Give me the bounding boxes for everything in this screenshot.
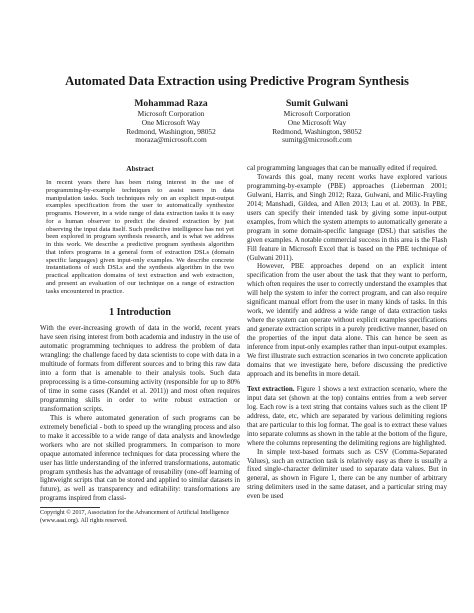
body-paragraph: However, PBE approaches depend on an explicit intent specification from the user about the task that they want to perform, which often requires the user to correctly understand the examples that will help the system to infer the correct program, and can also require significant manual effort from the user in many kinds of tasks. In this work, we identify and address a wide range of data extraction tasks where the system can operate without explicit examples specifications and generate extraction scripts in a purely predictive manner, based on the properties of the input data alone. This can hence be seen as inference from input-only examples rather than input-output examples. We first illustrate such extraction scenarios in two concrete application domains that we investigate here, before discussing the predictive approach and its benefits in more detail. <box>247 262 447 378</box>
author-organization: Microsoft Corporation <box>137 109 205 118</box>
text-extraction-paragraph <box>247 385 447 448</box>
author-email: sumitg@microsoft.com <box>282 135 352 145</box>
copyright-footnote: Copyright © 2017, Association for the Advancement of Artificial Intelligence (www.aaai.org). All rights reserved. <box>40 510 230 524</box>
body-paragraph: In simple text-based formats such as CSV (Comma-Separated Values), such an extraction task is relatively easy as there is usually a fixed single-character delimiter used to separate data values. But in general, as shown in Figure 1, there can be any number of arbitrary string delimiters used in the same dataset, and a particular string may even be used <box>247 447 447 501</box>
author-block-1 <box>90 98 252 145</box>
author-organization: Microsoft Corporation <box>283 109 351 118</box>
author-city: Redmond, Washington, 98052 <box>272 126 362 136</box>
author-name: Sumit Gulwani <box>285 98 349 109</box>
body-paragraph: Towards this goal, many recent works have explored various programming-by-example (PBE) approaches (Lieberman 2001; Gulwani, Harris, and Singh 2012; Raza, Gulwani, and Milic-Frayling 2014; Manshadi, Gildea, and Allen 2013; Lau et al. 2003). In PBE, users can specify their intended task by giving some input-output examples, from which the system attempts to automatically generate a program in some domain-specific language (DSL) that satisfies the given examples. A notable commercial success in this area is the Flash Fill feature in Microsoft Excel that is based on the PBE technique of (Gulwani 2011). <box>247 172 447 262</box>
text-extraction-heading: Text extraction. <box>247 384 295 393</box>
paper-title: Automated Data Extraction using Predictive Program Synthesis <box>65 74 409 88</box>
abstract-text: In recent years there has been rising interest in the use of programming-by-example techniques to assist users in data manipulation tasks. Such techniques rely on an explicit input-output examples specification from the user to automatically synthesize programs. However, in a wide range of data extraction tasks it is easy for a human observer to predict the desired extraction by just observing the input data itself. Such predictive intelligence has not yet been explored in program synthesis research, and is what we address in this work. We describe a predictive program synthesis algorithm that infers programs in a general form of extraction DSLs (domain specific languages) given input-only examples. We describe concrete instantiations of such DSLs and the synthesis algorithm in the two practical application domains of text extraction and web extraction, and present an evaluation of our technique on a range of extraction tasks encountered in practice. <box>46 179 234 295</box>
author-name: Mohammad Raza <box>134 98 208 109</box>
abstract-heading: Abstract <box>126 164 154 173</box>
author-block-2 <box>236 98 398 145</box>
intro-paragraph: With the ever-increasing growth of data in the world, recent years have seen rising interest from both academia and industry in the use of automatic programming techniques to address the problem of data wrangling: the challenge faced by data scientists to cope with data in a multitude of formats from different sources and to bring this raw data into a form that is amenable to their analysis tools. Such data preprocessing is a time-consuming activity (responsible for up to 80% of time in some cases (Kandel et al. 2011)) and most often requires programming skills in order to write robust extraction or transformation scripts. <box>40 324 240 413</box>
intro-paragraph: This is where automated generation of such programs can be extremely beneficial - both to speed up the wrangling process and also to make it accessible to a wide range of data analysts and knowledge workers who are not skilled programmers. In comparison to more opaque automated inference techniques for data processing where the user has little understanding of the inferred transformations, automatic program synthesis has the advantage of reusability (one-off learning of lightweight scripts that can be stored and applied to similar datasets in future), as well as transparency and editability: transformations are programs inspired from classi- <box>40 413 240 503</box>
text-extraction-text: Figure 1 shows a text extraction scenario, where the input data set (shown at the top) contains entries from a web server log. Each row is a text string that contains values such as the client IP address, date, etc, which are separated by various delimiting regions that are particular to this log format. The goal is to extract these values into separate columns as shown in the table at the bottom of the figure, where the columns representing the delimiting regions are highlighted. <box>247 384 447 447</box>
author-street: One Microsoft Way <box>287 117 347 127</box>
author-city: Redmond, Washington, 98052 <box>126 126 216 136</box>
author-email: moraza@microsoft.com <box>135 135 207 145</box>
left-column <box>40 164 240 525</box>
section-heading-introduction: 1 Introduction <box>109 307 171 319</box>
body-paragraph: cal programming languages that can be manually edited if required. <box>247 164 438 172</box>
footnote-rule <box>40 507 100 508</box>
right-column <box>247 164 447 501</box>
author-street: One Microsoft Way <box>141 117 201 127</box>
